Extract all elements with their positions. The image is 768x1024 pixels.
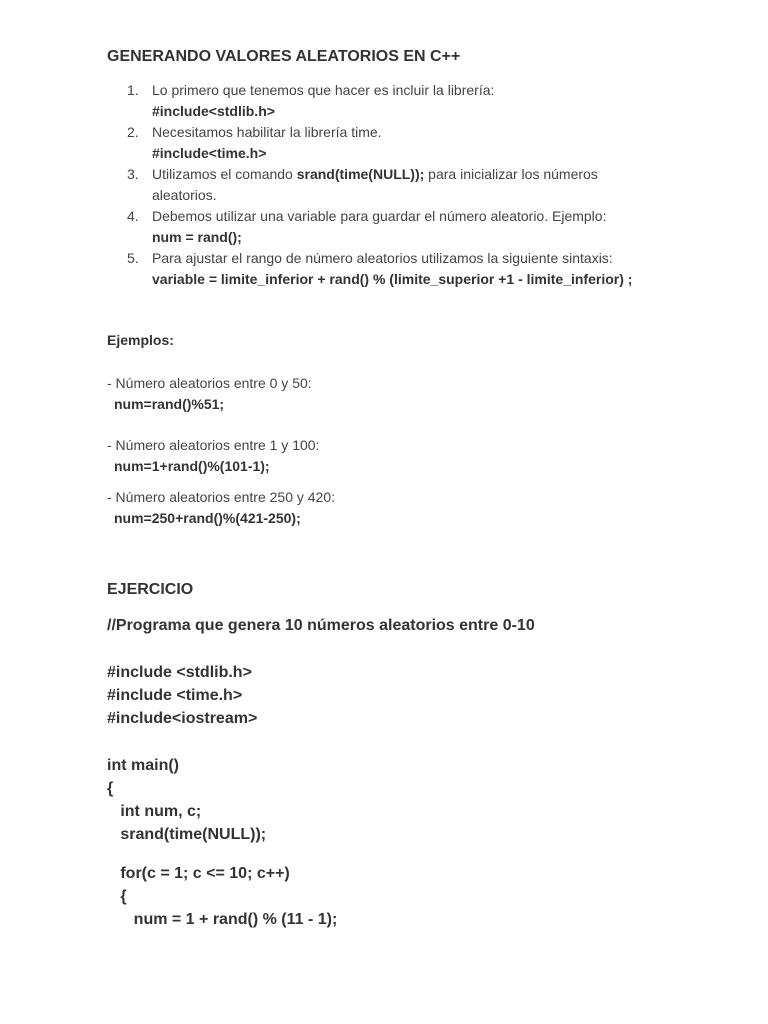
- step-code: #include<stdlib.h>: [152, 103, 275, 119]
- step-text: Para ajustar el rango de número aleatorios utilizamos la siguiente sintaxis:: [152, 250, 613, 266]
- example-code: num=1+rand()%(101-1);: [114, 458, 270, 474]
- exercise-comment: //Programa que genera 10 números aleatorios entre 0-10: [107, 617, 535, 634]
- code-line: #include <time.h>: [107, 687, 243, 704]
- step-inline-code: srand(time(NULL));: [296, 166, 425, 182]
- step-number: 4.: [127, 208, 139, 224]
- document-title: GENERANDO VALORES ALEATORIOS EN C++: [107, 48, 461, 65]
- example-code: num=rand()%51;: [114, 396, 225, 412]
- step-text-after: para inicializar los números aleatorios.: [152, 166, 598, 203]
- step-text: Debemos utilizar una variable para guardar el número aleatorio. Ejemplo:: [152, 208, 607, 224]
- step-text: Necesitamos habilitar la librería time.: [152, 124, 382, 140]
- code-line: #include <stdlib.h>: [107, 664, 252, 681]
- example-label: - Número aleatorios entre 250 y 420:: [107, 489, 336, 505]
- list-item: [107, 80, 647, 122]
- code-loop: [107, 862, 337, 931]
- example-block: [107, 373, 312, 415]
- step-code: #include<time.h>: [152, 145, 267, 161]
- step-number: 1.: [127, 82, 139, 98]
- code-includes: [107, 661, 257, 730]
- code-line: {: [107, 888, 127, 905]
- list-item: [107, 122, 647, 164]
- step-text: Lo primero que tenemos que hacer es incluir la librería:: [152, 82, 495, 98]
- example-block: [107, 487, 335, 529]
- step-code: num = rand();: [152, 229, 242, 245]
- examples-heading: Ejemplos:: [107, 332, 174, 348]
- code-line: {: [107, 780, 114, 797]
- code-line: #include<iostream>: [107, 710, 258, 727]
- example-label: - Número aleatorios entre 1 y 100:: [107, 437, 320, 453]
- code-line: srand(time(NULL));: [107, 826, 267, 843]
- step-number: 2.: [127, 124, 139, 140]
- code-main: [107, 754, 266, 846]
- example-code: num=250+rand()%(421-250);: [114, 510, 301, 526]
- code-line: int num, c;: [107, 803, 202, 820]
- list-item: [107, 164, 647, 206]
- code-line: num = 1 + rand() % (11 - 1);: [107, 911, 338, 928]
- list-item: [107, 248, 647, 290]
- exercise-heading: EJERCICIO: [107, 581, 194, 598]
- list-item: [107, 206, 647, 248]
- example-block: [107, 435, 319, 477]
- step-text: [152, 164, 647, 206]
- step-number: 3.: [127, 166, 139, 182]
- steps-list: [107, 80, 647, 290]
- step-text-before: Utilizamos el comando: [152, 166, 297, 182]
- step-number: 5.: [127, 250, 139, 266]
- code-line: for(c = 1; c <= 10; c++): [107, 865, 290, 882]
- code-line: int main(): [107, 757, 179, 774]
- step-code: variable = limite_inferior + rand() % (limite_superior +1 - limite_inferior) ;: [152, 271, 633, 287]
- example-label: - Número aleatorios entre 0 y 50:: [107, 375, 312, 391]
